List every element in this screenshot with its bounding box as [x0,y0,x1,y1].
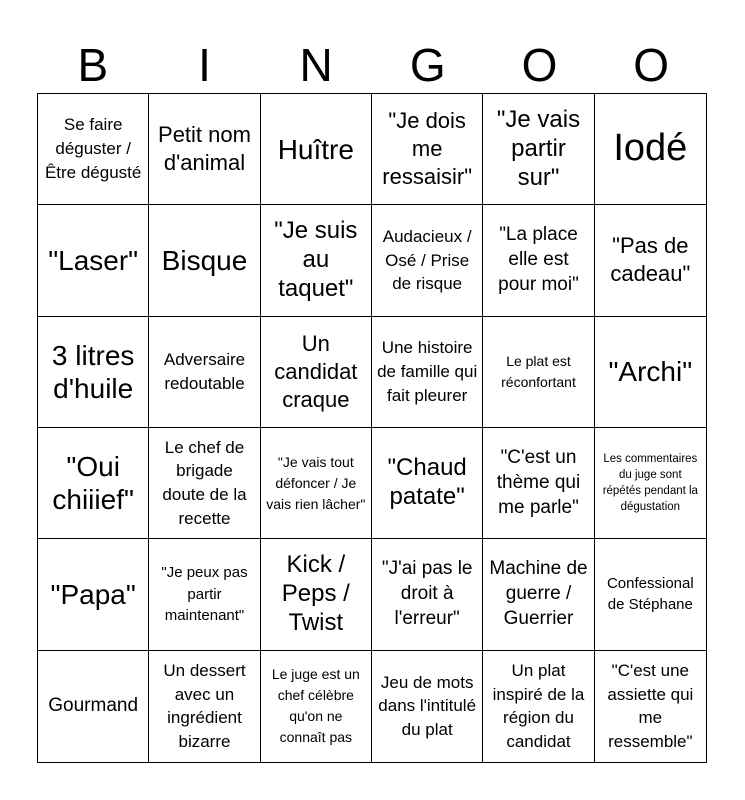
bingo-cell-text: Kick / Peps / Twist [281,551,350,636]
bingo-cell-text: "La place elle est pour moi" [498,224,579,295]
bingo-grid [37,93,707,763]
bingo-cell-2-3[interactable] [261,205,372,316]
header-letter-n: N [299,39,333,91]
bingo-cell-text: "J'ai pas le droit à l'erreur" [381,558,473,629]
bingo-cell-2-2[interactable] [149,205,260,316]
header-letter-i: I [198,39,211,91]
bingo-cell-text: Gourmand [48,694,139,716]
bingo-cell-4-2[interactable] [149,428,260,539]
header-letter-g: G [409,39,446,91]
bingo-cell-text: Le chef de brigade doute de la recette [162,437,247,528]
bingo-cell-2-1[interactable] [38,205,149,316]
bingo-cell-6-6[interactable] [595,651,706,762]
bingo-cell-text: "Oui chiiief" [52,451,134,516]
bingo-cell-text: Un dessert avec un ingrédient bizarre [163,660,246,752]
bingo-cell-6-1[interactable] [38,651,149,762]
bingo-cell-text: Adversaire redoutable [163,350,246,393]
bingo-cell-text: "Je suis au taquet" [274,217,358,302]
bingo-cell-5-6[interactable] [595,539,706,650]
bingo-cell-1-1[interactable] [38,94,149,205]
header-letter-o: O [521,39,558,91]
bingo-cell-3-2[interactable] [149,317,260,428]
bingo-cell-3-1[interactable] [38,317,149,428]
bingo-cell-text: Une histoire de famille qui fait pleurer [377,338,478,405]
bingo-cell-text: "Laser" [48,244,139,276]
bingo-cell-6-3[interactable] [261,651,372,762]
bingo-cell-4-5[interactable] [483,428,594,539]
bingo-cell-6-2[interactable] [149,651,260,762]
bingo-cell-1-6[interactable] [595,94,706,205]
bingo-cell-text: Se faire déguster / Être dégusté [44,115,142,183]
bingo-cell-text: Un plat inspiré de la région du candidat [492,660,585,752]
bingo-cell-1-2[interactable] [149,94,260,205]
bingo-cell-text: "Je vais tout défoncer / Je vais rien lâcher" [266,453,366,512]
bingo-cell-5-5[interactable] [483,539,594,650]
bingo-cell-text: Un candidat craque [274,330,358,412]
bingo-cell-text: Iodé [613,127,688,170]
bingo-cell-text: "Je peux pas partir maintenant" [161,563,248,625]
bingo-cell-text: Audacieux / Osé / Prise de risque [382,226,472,294]
bingo-cell-text: "C'est une assiette qui me ressemble" [607,660,694,752]
bingo-cell-2-6[interactable] [595,205,706,316]
bingo-cell-text: Jeu de mots dans l'intitulé du plat [378,672,477,740]
bingo-cell-text: Les commentaires du juge sont répétés pendant la dégustation [602,452,698,514]
bingo-cell-4-4[interactable] [372,428,483,539]
bingo-cell-text: "Je dois me ressaisir" [382,107,473,190]
bingo-cell-4-1[interactable] [38,428,149,539]
header-letter-o-2: O [633,39,670,91]
bingo-cell-text: "Papa" [50,578,136,610]
header-letter-b: B [77,39,109,91]
bingo-cell-text: Huître [277,133,354,165]
bingo-cell-5-3[interactable] [261,539,372,650]
bingo-cell-text: Petit nom d'animal [158,122,251,176]
bingo-cell-text: Machine de guerre / Guerrier [489,558,588,629]
bingo-cell-5-2[interactable] [149,539,260,650]
bingo-cell-5-4[interactable] [372,539,483,650]
bingo-cell-1-3[interactable] [261,94,372,205]
bingo-cell-2-4[interactable] [372,205,483,316]
bingo-header [37,36,707,94]
bingo-cell-1-4[interactable] [372,94,483,205]
bingo-cell-1-5[interactable] [483,94,594,205]
bingo-cell-4-3[interactable] [261,428,372,539]
bingo-cell-text: "Pas de cadeau" [610,233,691,287]
bingo-cell-text: Confessional de Stéphane [606,574,694,614]
bingo-cell-2-5[interactable] [483,205,594,316]
bingo-cell-text: "Je vais partir sur" [496,105,581,191]
bingo-cell-text: Bisque [161,244,248,276]
bingo-cell-text: "Archi" [608,356,693,388]
bingo-cell-6-4[interactable] [372,651,483,762]
bingo-cell-3-3[interactable] [261,317,372,428]
bingo-cell-6-5[interactable] [483,651,594,762]
bingo-cell-3-4[interactable] [372,317,483,428]
bingo-cell-4-6[interactable] [595,428,706,539]
bingo-cell-text: "C'est un thème qui me parle" [496,447,581,518]
bingo-cell-3-6[interactable] [595,317,706,428]
bingo-cell-text: "Chaud patate" [387,454,467,511]
bingo-cell-text: Le plat est réconfortant [501,352,576,390]
bingo-cell-3-5[interactable] [483,317,594,428]
bingo-cell-text: 3 litres d'huile [51,339,135,404]
bingo-cell-5-1[interactable] [38,539,149,650]
bingo-cell-text: Le juge est un chef célèbre qu'on ne connaît pas [271,666,360,746]
